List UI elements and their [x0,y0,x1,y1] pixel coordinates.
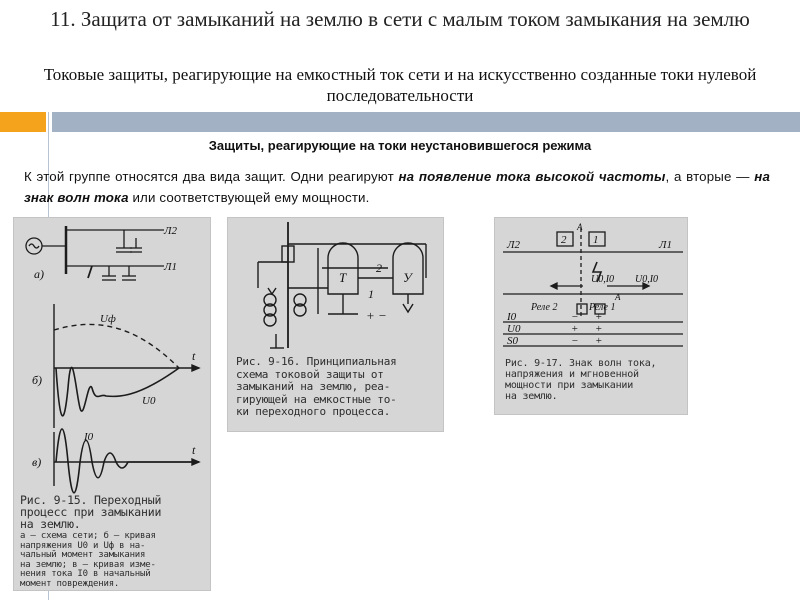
accent-band-orange [0,112,46,132]
intro-text-3: или соответствующей ему мощности. [128,190,370,205]
fig17-sign-u-2: + [595,323,603,335]
fig15-caption-body: а — схема сети; б — кривая напряжения U0 и Uф в на- чальный момент замыкания на землю; в — кривая изме- нения тока I0 в начальный момент повреждения. [20,531,156,589]
fig16-label-y: У [403,270,412,285]
fig15b-uphi-curve [54,324,179,368]
intro-text-2: , а вторые — [665,169,755,184]
fig15-label-u0: U0 [142,395,156,407]
fig16-label-2: 2 [376,261,382,275]
fig17-label-l2: Л2 [507,239,520,251]
slide-subtitle: Токовые защиты, реагирующие на емкостный ток сети и на искусственно созданные токи нулевой последовательности [43,65,757,105]
fig16-caption: Рис. 9-16. Принципиальная схема токовой защиты от замыканий на землю, реа- гирующей на емкостные то- ки переходного процесса. [236,355,397,418]
figure-9-16 [227,217,444,432]
fig17-row-i0: I0 [507,311,517,323]
fig17-row-u0: U0 [507,323,521,335]
relay-y-tube [393,243,423,294]
figure-9-15 [13,217,211,591]
fig17-sign-i-1: − [571,311,579,323]
fig17-label-l1: Л1 [659,239,672,251]
intro-emphasis-sign: на знак волн тока [24,169,771,205]
fig15-label-t-b: t [192,349,196,363]
fig17-sign-s-2: + [595,335,603,347]
fig15-label-i0: I0 [84,431,94,443]
accent-band-blue [52,112,800,132]
fig17-box-1: 1 [593,234,599,246]
fig17-label-a-mid: А [615,292,621,302]
intro-emphasis-hf: на появление тока высокой частоты [398,169,666,184]
slide-title: 11. Защита от замыканий на землю в сети с малым током замыкания на землю [50,7,750,31]
fig17-sign-u-1: + [571,323,579,335]
fig15c-i0-curve [56,429,199,493]
fig17-caption: Рис. 9-17. Знак волн тока, напряжения и мгновенной мощности при замыкании на землю. [505,358,657,402]
fig15-label-l1: Л1 [164,261,177,273]
fig17-label-relay1: Реле 1 [589,302,616,313]
fig16-label-plusminus: + − [366,308,387,323]
fig17-sign-s-1: − [571,335,579,347]
fig15-caption-title: Рис. 9-15. Переходный процесс при замыкании на землю. [20,493,162,531]
fig15-label-a: а) [34,267,44,281]
fig15-label-t-c: t [192,443,196,457]
figure-9-17 [494,217,688,415]
fig15-label-c: в) [32,455,42,469]
fig16-label-t: Т [339,270,347,285]
fig15b-u0-curve [56,367,179,415]
section-heading: Защиты, реагирующие на токи неустановившегося режима [208,138,592,153]
fig15-label-uphi: Uф [100,313,116,325]
fig17-sign-i-2: + [595,311,603,323]
fig17-label-flow-left: U0,I0 [591,274,615,285]
fig17-box-2: 2 [561,234,567,246]
fig15-label-b: б) [32,373,43,387]
fig15-label-l2: Л2 [164,225,177,237]
intro-text-1: К этой группе относятся два вида защит. Одни реагируют [24,169,399,184]
fig16-label-1: 1 [368,287,374,301]
intro-paragraph [24,166,770,208]
fig17-label-flow-right: U0,I0 [635,274,659,285]
fig17-row-s0: S0 [507,335,518,347]
fig17-label-relay2: Реле 2 [531,302,558,313]
fig17-label-a-top: А [577,222,583,232]
